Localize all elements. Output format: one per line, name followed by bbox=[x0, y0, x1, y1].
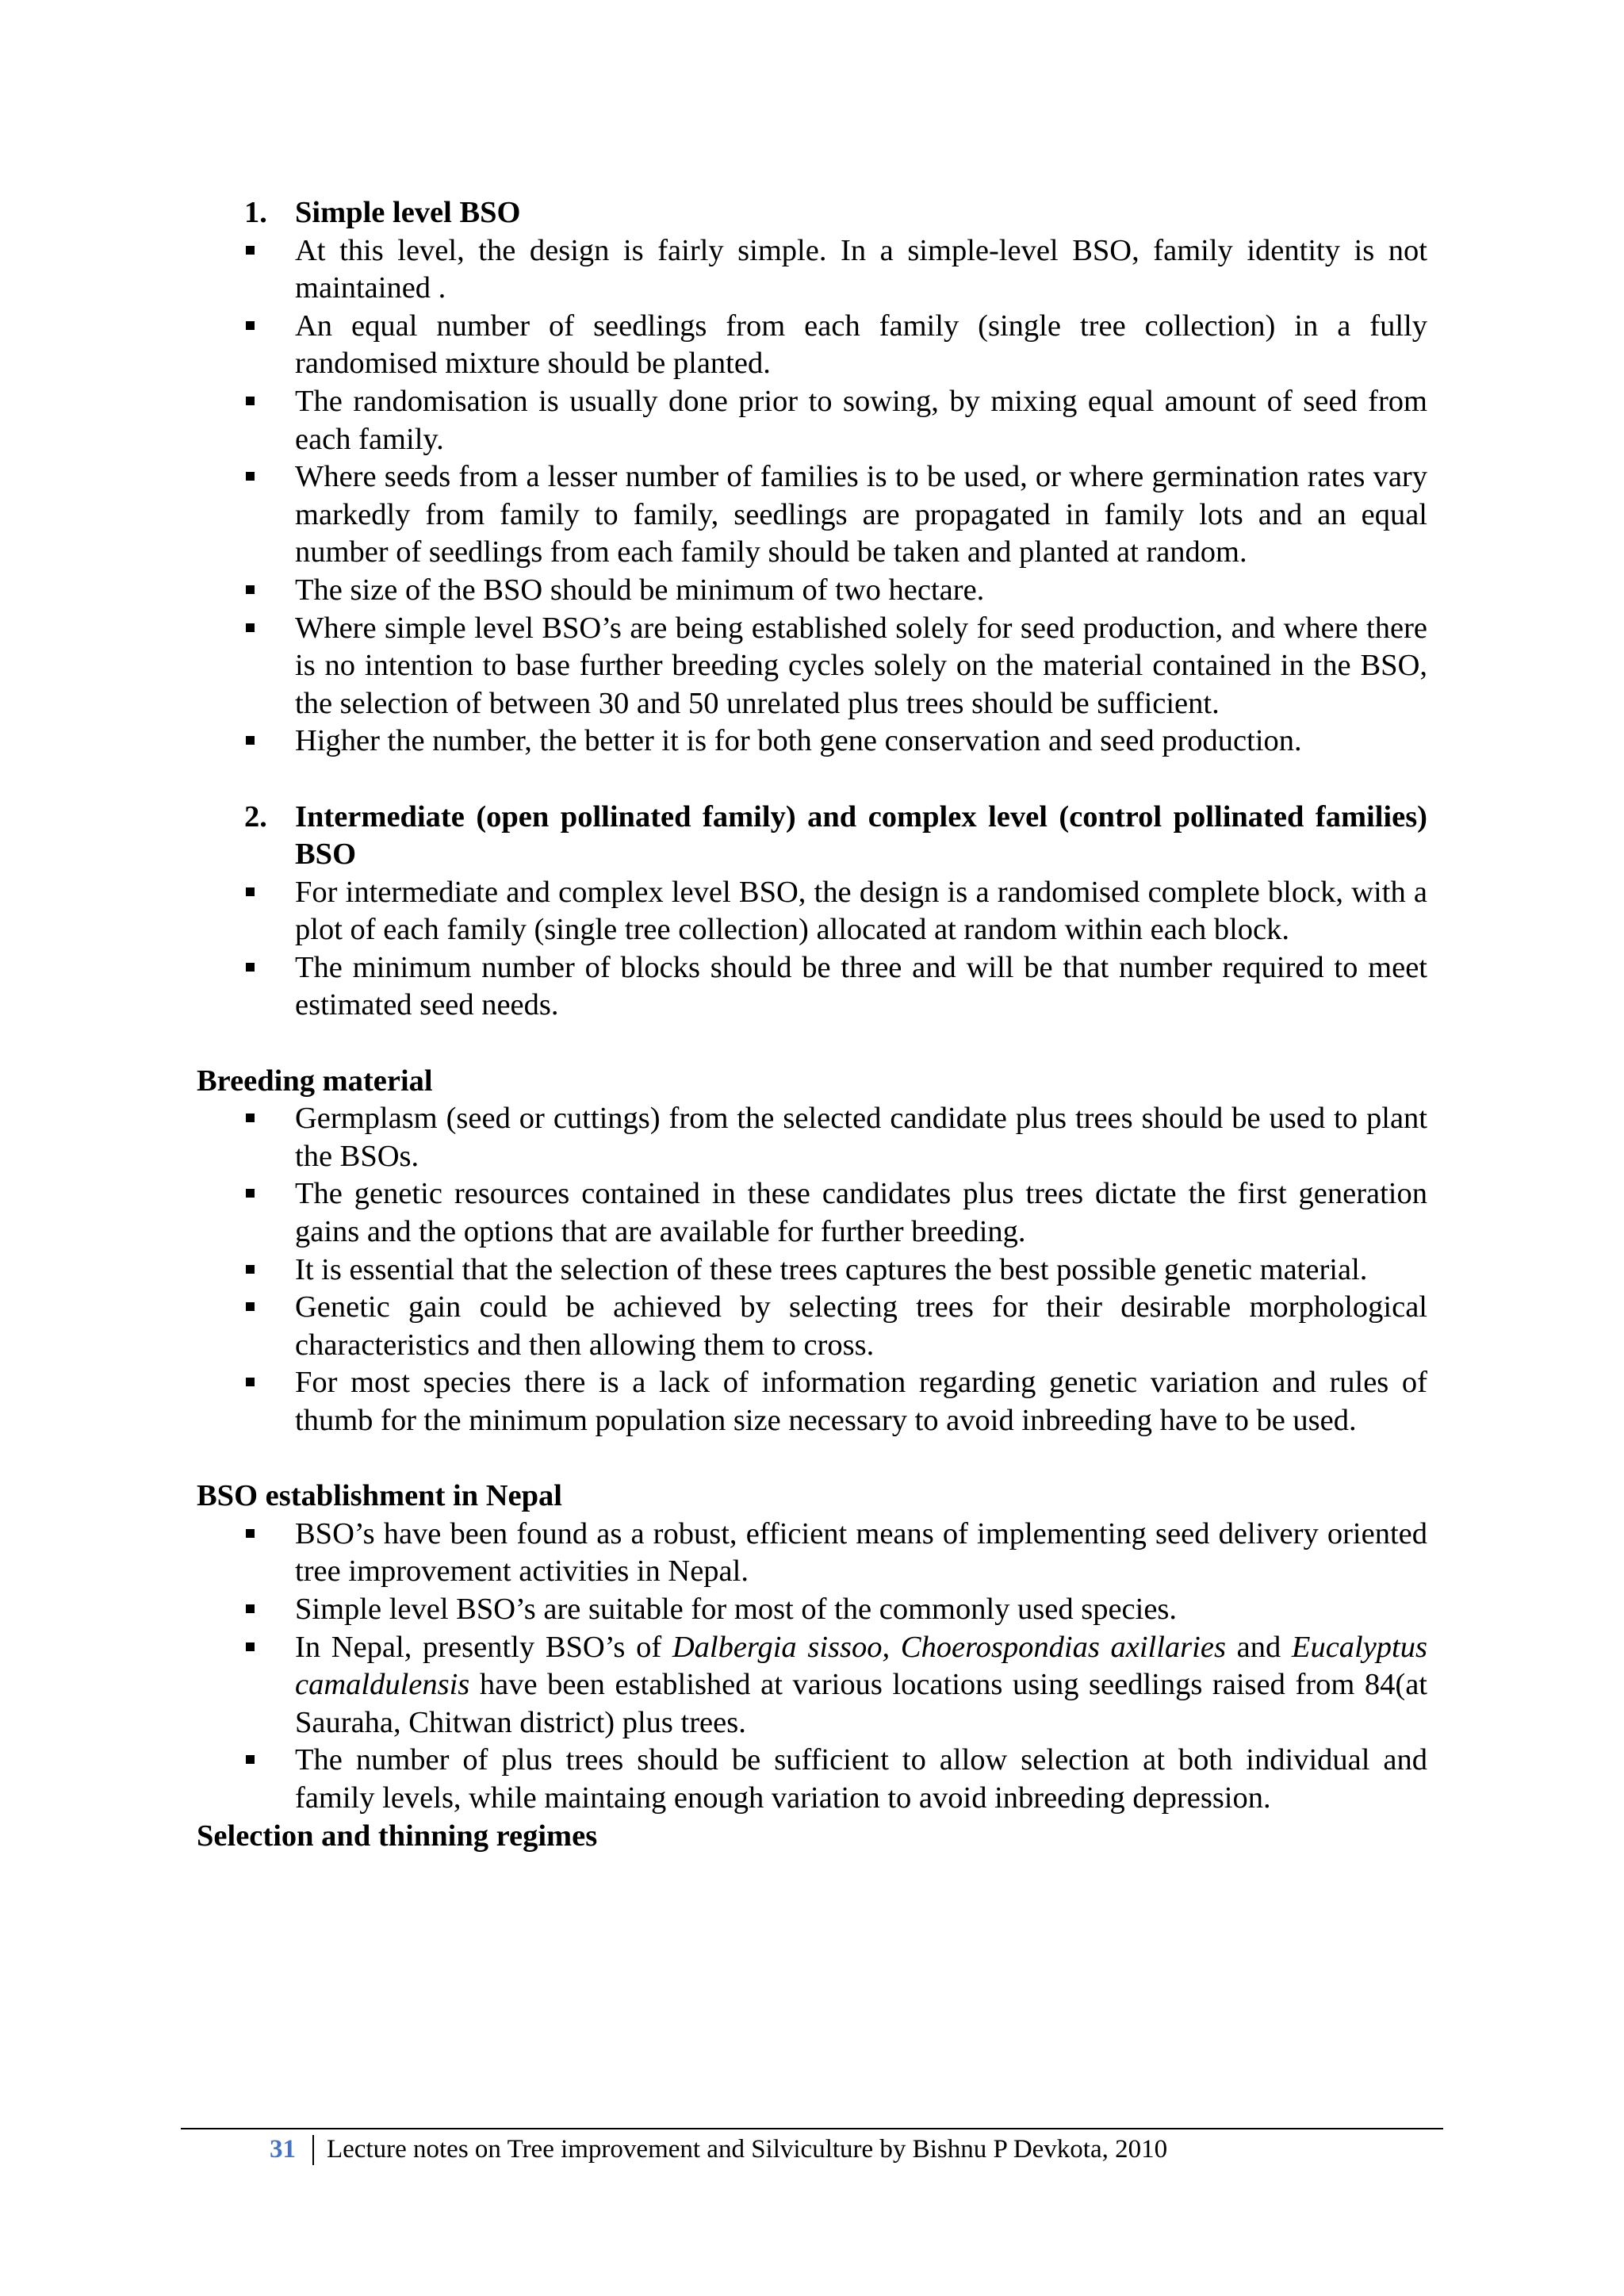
bullet-text: Germplasm (seed or cuttings) from the selected candidate plus trees should be used to plant the BSOs. bbox=[295, 1102, 1427, 1173]
bullet-text: For most species there is a lack of information regarding genetic variation and rules of thumb for the minimum population size necessary to avoid inbreeding have to be used. bbox=[295, 1366, 1427, 1437]
spacer bbox=[197, 1440, 1427, 1478]
bullet-text: The genetic resources contained in these candidates plus trees dictate the first generation gains and the options that are available for further breeding. bbox=[295, 1177, 1427, 1249]
nepal-heading: BSO establishment in Nepal bbox=[197, 1479, 563, 1513]
footer-rule bbox=[181, 2128, 1443, 2129]
bullet-text: BSO’s have been found as a robust, efficient means of implementing seed delivery oriented tree improvement activities in Nepal. bbox=[295, 1516, 1427, 1589]
bullet-square-icon bbox=[246, 321, 255, 330]
bullet-text bbox=[295, 1631, 1427, 1739]
list-item bbox=[197, 949, 1427, 1025]
list-item bbox=[197, 1175, 1427, 1251]
bullet-square-icon bbox=[246, 736, 255, 745]
bullet-text: For intermediate and complex level BSO, the design is a randomised complete block, with a plot of each family (single tree collection) allocated at random within each block. bbox=[295, 875, 1427, 947]
list-item bbox=[197, 1591, 1427, 1629]
footer-separator bbox=[312, 2135, 314, 2165]
spacer bbox=[197, 1025, 1427, 1063]
list-item bbox=[197, 1364, 1427, 1439]
bullet-square-icon bbox=[246, 1755, 255, 1764]
bullet-square-icon bbox=[246, 887, 255, 896]
list-item bbox=[197, 383, 1427, 458]
bullet-text: At this level, the design is fairly simple. In a simple-level BSO, family identity is not maintained . bbox=[295, 233, 1427, 305]
bullet-square-icon bbox=[246, 1265, 255, 1274]
bullet-text: The number of plus trees should be sufficient to allow selection at both individual and family levels, while maintaing enough variation to avoid inbreeding depression. bbox=[295, 1743, 1427, 1815]
bullet-text: Genetic gain could be achieved by selecting trees for their desirable morphological characteristics and then allowing them to cross. bbox=[295, 1290, 1427, 1362]
list-item bbox=[197, 1629, 1427, 1742]
page-number: 31 bbox=[270, 2135, 296, 2164]
selection-heading: Selection and thinning regimes bbox=[197, 1819, 598, 1853]
list-item bbox=[197, 1742, 1427, 1817]
text-run: In Nepal, presently BSO’s of bbox=[295, 1630, 672, 1664]
text-run: and bbox=[1225, 1630, 1292, 1664]
list-item bbox=[197, 1100, 1427, 1175]
section-2-number: 2. bbox=[244, 799, 267, 834]
bullet-text: The size of the BSO should be minimum of two hectare. bbox=[295, 573, 985, 607]
section-1-title-text: Simple level BSO bbox=[295, 196, 521, 229]
bullet-square-icon bbox=[246, 623, 255, 632]
species-name: Dalbergia sissoo, Choerospondias axillaries bbox=[672, 1630, 1226, 1664]
list-item bbox=[197, 1289, 1427, 1364]
section-1-number: 1. bbox=[244, 196, 267, 229]
bullet-text: The randomisation is usually done prior to sowing, by mixing equal amount of seed from each family. bbox=[295, 384, 1427, 456]
bullet-square-icon bbox=[246, 1642, 255, 1651]
section-2-title-text: Intermediate (open pollinated family) and complex level (control pollinated families) BSO bbox=[295, 799, 1427, 872]
text-run: have been established at various locations using seedlings raised from 84(at Sauraha, Chitwan district) plus trees. bbox=[295, 1668, 1427, 1739]
bullet-square-icon bbox=[246, 246, 255, 255]
list-item bbox=[197, 572, 1427, 610]
bullet-square-icon bbox=[246, 472, 255, 481]
bullet-square-icon bbox=[246, 1189, 255, 1198]
bullet-text: The minimum number of blocks should be three and will be that number required to meet estimated seed needs. bbox=[295, 950, 1427, 1022]
bullet-square-icon bbox=[246, 1302, 255, 1311]
bullet-text: Where seeds from a lesser number of families is to be used, or where germination rates vary markedly from family to family, seedlings are propagated in family lots and an equal number of seedlings from each family should be taken and planted at random. bbox=[295, 460, 1427, 569]
bullet-square-icon bbox=[246, 1604, 255, 1613]
list-item bbox=[197, 308, 1427, 383]
bullet-text: It is essential that the selection of these trees captures the best possible genetic material. bbox=[295, 1252, 1368, 1286]
bullet-square-icon bbox=[246, 963, 255, 972]
species-name: Eucalyptus camaldulensis bbox=[295, 1630, 1427, 1702]
list-item bbox=[197, 1516, 1427, 1591]
footer-text: Lecture notes on Tree improvement and Silviculture by Bishnu P Devkota, 2010 bbox=[327, 2135, 1168, 2164]
bullet-text: Higher the number, the better it is for both gene conservation and seed production. bbox=[295, 724, 1302, 758]
list-item bbox=[197, 458, 1427, 572]
breeding-material-heading: Breeding material bbox=[197, 1064, 433, 1098]
spacer bbox=[197, 761, 1427, 799]
bullet-text: An equal number of seedlings from each family (single tree collection) in a fully randomised mixture should be planted. bbox=[295, 309, 1427, 381]
bullet-square-icon bbox=[246, 1378, 255, 1386]
bullet-square-icon bbox=[246, 1114, 255, 1122]
bullet-square-icon bbox=[246, 397, 255, 405]
list-item bbox=[197, 232, 1427, 308]
bullet-text: Where simple level BSO’s are being established solely for seed production, and where there is no intention to base further breeding cycles solely on the material contained in the BSO, the selection of between 30 and 50 unrelated plus trees should be sufficient. bbox=[295, 611, 1427, 720]
bullet-text: Simple level BSO’s are suitable for most of the commonly used species. bbox=[295, 1592, 1178, 1626]
list-item bbox=[197, 723, 1427, 761]
bullet-square-icon bbox=[246, 585, 255, 594]
list-item bbox=[197, 1251, 1427, 1290]
list-item bbox=[197, 610, 1427, 723]
section-2-title bbox=[197, 799, 1427, 874]
bullet-square-icon bbox=[246, 1529, 255, 1538]
section-1-title bbox=[197, 194, 1427, 232]
list-item bbox=[197, 874, 1427, 949]
page-body bbox=[197, 194, 1427, 1855]
